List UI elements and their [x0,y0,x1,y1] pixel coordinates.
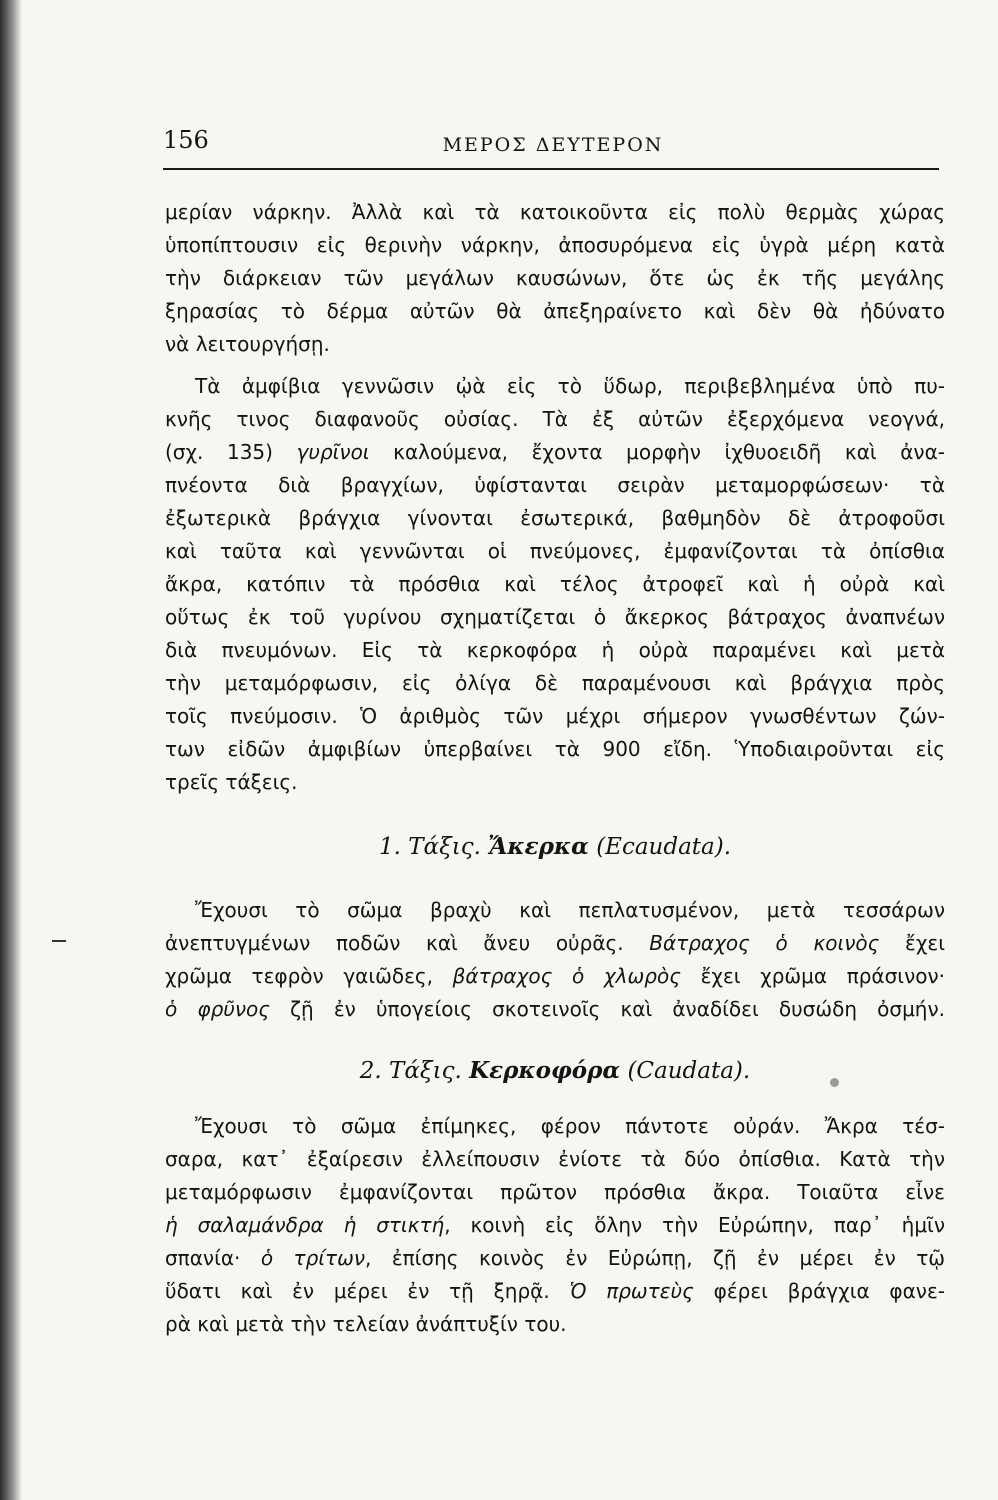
paragraph-line: τὴν μεταμόρφωσιν, εἰς ὀλίγα δὲ παραμένουσι καὶ βράγχια πρὸς [165,671,945,695]
paragraph-line: ἄκρα, κατόπιν τὰ πρόσθια καὶ τέλος ἀτροφεῖ καὶ ἡ οὐρὰ καὶ [165,572,945,596]
term-frynos: ὁ φρῦνος [165,997,270,1021]
paragraph-line [165,927,945,959]
paragraph-line: διὰ πνευμόνων. Εἰς τὰ κερκοφόρα ἡ οὐρὰ παραμένει καὶ μετὰ [165,638,945,662]
paragraph-line [165,1242,945,1274]
text-run: ἔχει χρῶμα πράσινον· [680,964,945,988]
paragraph-line: πνέοντα διὰ βραγχίων, ὑφίστανται σειρὰν μεταμορφώσεων· τὰ [165,473,945,497]
paragraph-line: κνῆς τινος διαφανοῦς οὐσίας. Τὰ ἐξ αὐτῶν ἐξερχόμενα νεογνά, [165,407,945,431]
text-run: , κοινὴ εἰς ὅλην τὴν Εὐρώπην, παρ᾽ ἡμῖν [444,1213,945,1237]
term-proteus: Ὁ πρωτεὺς [569,1279,694,1303]
paper-speck [830,1078,839,1087]
text-run: φέρει βράγχια φανε- [693,1279,945,1303]
margin-mark [52,940,66,942]
paragraph-line: καὶ ταῦτα καὶ γεννῶνται οἱ πνεύμονες, ἐμφανίζονται τὰ ὀπίσθια [165,539,945,563]
text-run: ὕδατι καὶ ἐν μέρει ἐν τῇ ξηρᾷ. [165,1279,570,1303]
term-gyrinoi: γυρῖνοι [296,440,370,464]
section-label: Τάξις. [389,1058,462,1084]
paragraph-line: νὰ λειτουργήσῃ. [165,332,330,356]
text-run: σπανία· [165,1246,261,1270]
section-heading-ecaudata [165,830,945,864]
section-latin: (Ecaudata). [596,834,732,860]
section-number: 1. [378,834,401,860]
paragraph-line: μερίαν νάρκην. Ἀλλὰ καὶ τὰ κατοικοῦντα εἰς πολὺ θερμὰς χώρας [165,200,945,224]
paragraph-line: σαρα, κατ᾽ ἐξαίρεσιν ἐλλείπουσιν ἐνίοτε τὰ δύο ὀπίσθια. Κατὰ τὴν [165,1147,945,1171]
binding-shadow [0,0,22,1500]
section-number: 2. [359,1058,382,1084]
page-number: 156 [163,126,209,154]
page-header [163,126,943,164]
paragraph-line: τοῖς πνεύμοσιν. Ὁ ἀριθμὸς τῶν μέχρι σήμερον γνωσθέντων ζών- [165,704,945,728]
paragraph-line: τὴν διάρκειαν τῶν μεγάλων καυσώνων, ὅτε ὡς ἐκ τῆς μεγάλης [165,266,945,290]
paragraph-line [165,960,945,992]
paragraph-line: ὑποπίπτουσιν εἰς θερινὴν νάρκην, ἀποσυρόμενα εἰς ὑγρὰ μέρη κατὰ [165,233,945,257]
paragraph-line [165,993,945,1025]
paragraph-line [165,1209,945,1241]
text-run: χρῶμα τεφρὸν γαιῶδες, [165,964,453,988]
paragraph-line: μεταμόρφωσιν ἐμφανίζονται πρῶτον πρόσθια ἄκρα. Τοιαῦτα εἶνε [165,1180,945,1204]
paragraph-line: Ἔχουσι τὸ σῶμα βραχὺ καὶ πεπλατυσμένον, μετὰ τεσσάρων [195,898,945,922]
term-batrachos-koinos: Βάτραχος ὁ κοινὸς [649,931,880,955]
section-name: Κερκοφόρα [469,1057,621,1084]
paragraph-line: των εἰδῶν ἀμφιβίων ὑπερβαίνει τὰ 900 εἴδη. Ὑποδιαιροῦνται εἰς [165,737,945,761]
term-triton: ὁ τρίτων [260,1246,366,1270]
paragraph-line: οὕτως ἐκ τοῦ γυρίνου σχηματίζεται ὁ ἄκερκος βάτραχος ἀναπνέων [165,605,945,629]
running-head: ΜΕΡΟΣ ΔΕΥΤΕΡΟΝ [442,134,664,156]
section-latin: (Caudata). [627,1058,751,1084]
header-rule [163,168,939,170]
paragraph-line [165,436,945,468]
paragraph-line [165,1275,945,1307]
paragraph-line: ξηρασίας τὸ δέρμα αὐτῶν θὰ ἀπεξηραίνετο καὶ δὲν θὰ ἠδύνατο [165,299,945,323]
paragraph-line: Τὰ ἀμφίβια γεννῶσιν ᾠὰ εἰς τὸ ὕδωρ, περιβεβλημένα ὑπὸ πυ- [195,374,945,398]
paragraph-line: Ἔχουσι τὸ σῶμα ἐπίμηκες, φέρον πάντοτε οὐράν. Ἄκρα τέσ- [195,1114,945,1138]
text-run: καλούμενα, ἔχοντα μορφὴν ἰχθυοειδῆ καὶ ἀνα- [369,440,945,464]
text-run: (σχ. 135) [165,440,297,464]
text-run: ζῇ ἐν ὑπογείοις σκοτεινοῖς καὶ ἀναδίδει δυσώδη ὀσμήν. [270,997,945,1021]
text-run: ἔχει [879,931,945,955]
paragraph-line: ἐξωτερικὰ βράγχια γίνονται ἐσωτερικά, βαθμηδὸν δὲ ἀτροφοῦσι [165,506,945,530]
paragraph-line: ρὰ καὶ μετὰ τὴν τελείαν ἀνάπτυξίν του. [165,1312,567,1336]
paragraph-line: τρεῖς τάξεις. [165,770,298,794]
section-label: Τάξις. [408,834,481,860]
text-run: ἀνεπτυγμένων ποδῶν καὶ ἄνευ οὐρᾶς. [165,931,650,955]
section-heading-caudata [165,1054,945,1088]
text-run: , ἐπίσης κοινὸς ἐν Εὐρώπῃ, ζῇ ἐν μέρει ἐν τῷ [365,1246,945,1270]
term-batrachos-chloros: βάτραχος ὁ χλωρὸς [452,964,681,988]
section-name: Ἄκερκα [488,833,589,860]
term-salamandra: ἡ σαλαμάνδρα ἡ στικτή [165,1213,445,1237]
